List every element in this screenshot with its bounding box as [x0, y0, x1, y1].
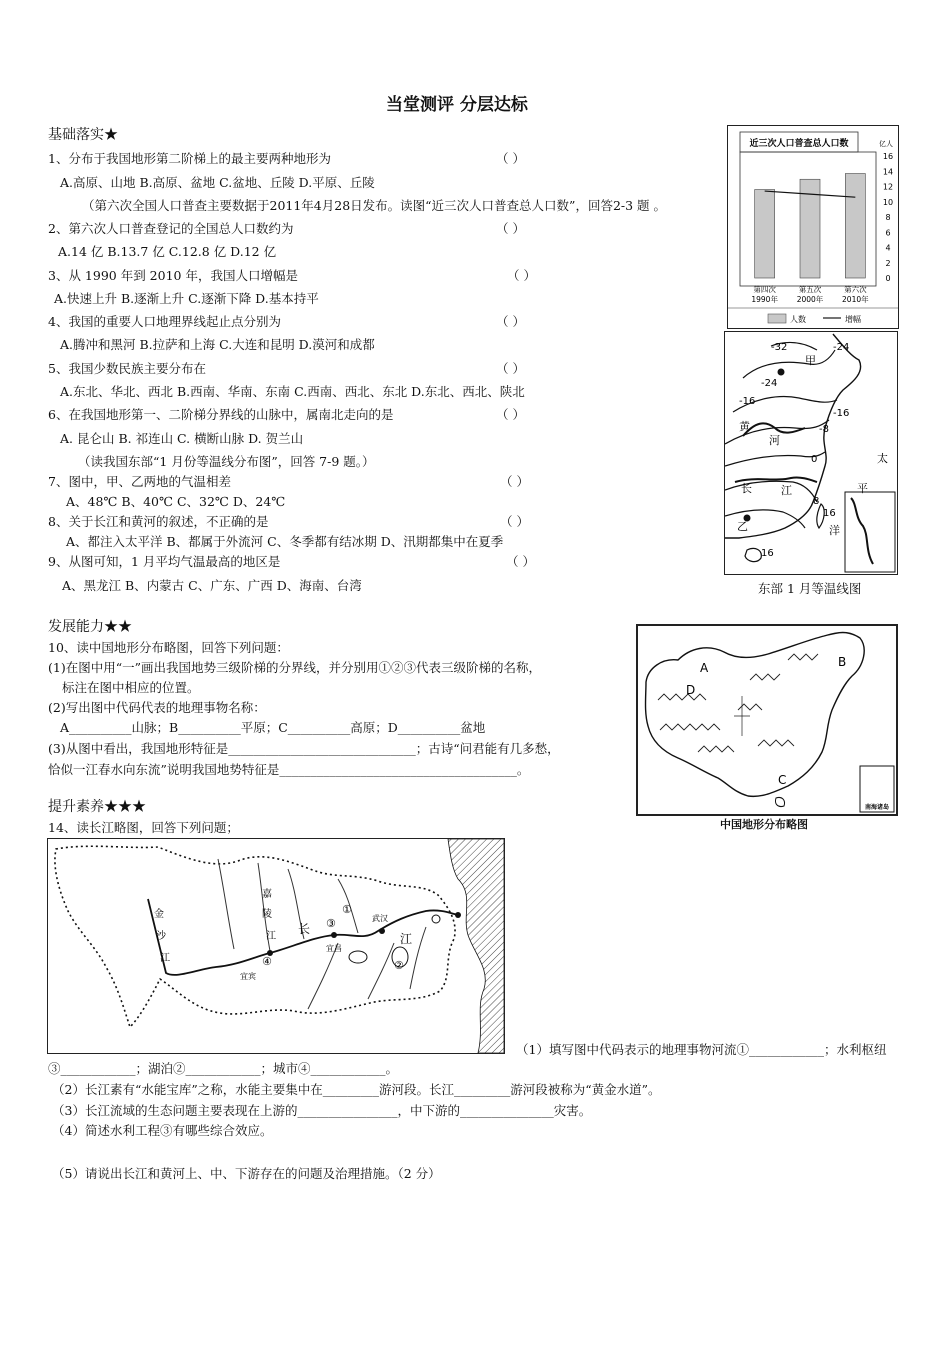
mountain-range — [658, 694, 706, 700]
y-tick-label: 16 — [882, 152, 894, 161]
point-jia — [778, 369, 785, 376]
label-code-3: ③ — [326, 917, 336, 930]
question-14: 14、读长江略图，回答下列问题； — [48, 820, 239, 835]
terrain-map — [636, 624, 898, 816]
isotherm-map-caption: 东部 1 月等温线图 — [758, 581, 862, 596]
question-7: 7、图中，甲、乙两地的气温相差 — [48, 474, 231, 489]
hainan-island — [775, 797, 784, 806]
options-3: A.快速上升 B.逐渐上升 C.逐渐下降 D.基本持平 — [54, 291, 319, 306]
question-9: 9、从图可知，1 月平均气温最高的地区是 — [48, 554, 281, 569]
q10-part2: (2)写出图中代码代表的地理事物名称： — [48, 700, 266, 715]
y-tick-label: 10 — [882, 197, 894, 207]
bar — [845, 174, 865, 278]
label-yi: 乙 — [737, 520, 748, 533]
mountain-range — [734, 696, 750, 736]
tributary — [368, 943, 394, 999]
q10-part1: (1)在图中用“一”画出我国地势三级阶梯的分界线，并分别用①②③代表三级阶梯的名称， — [48, 660, 541, 675]
question-2: 2、第六次人口普查登记的全国总人口数约为 — [48, 221, 294, 236]
answer-paren-9: （ ） — [506, 554, 535, 569]
city-wuhan — [379, 928, 385, 934]
options-1: A.高原、山地 B.高原、盆地 C.盆地、丘陵 D.平原、丘陵 — [60, 175, 375, 190]
section-basic: 基础落实★ — [48, 127, 118, 143]
options-5: A.东北、华北、西北 B.西南、华南、东南 C.西南、西北、东北 D.东北、西北、陕北 — [60, 384, 525, 399]
x-tick-label: 第五次 — [798, 285, 822, 294]
y-tick-label: 8 — [885, 213, 891, 222]
answer-paren-2: （ ） — [496, 221, 525, 236]
options-6: A. 昆仑山 B. 祁连山 C. 横断山脉 D. 贺兰山 — [60, 431, 304, 446]
isotherm-label: -24 — [761, 378, 778, 389]
lake-taihu — [432, 915, 440, 923]
question-4: 4、我国的重要人口地理界线起止点分别为 — [48, 314, 281, 329]
isotherm-label: -16 — [739, 396, 756, 407]
label-huang: 黄 — [739, 420, 750, 433]
q14-part5: （5）请说出长江和黄河上、中、下游存在的问题及治理措施。（2 分） — [52, 1166, 441, 1181]
label-c: C — [778, 773, 787, 787]
population-chart — [727, 125, 899, 329]
tributary — [410, 927, 426, 989]
label-ling: 陵 — [262, 909, 272, 920]
population-chart-svg — [728, 126, 898, 328]
label-a: A — [700, 661, 709, 675]
label-wuhan: 武汉 — [372, 914, 388, 923]
q10-part1-cont: 标注在图中相应的位置。 — [62, 680, 200, 695]
isotherm-label: 8 — [813, 496, 820, 507]
section-ability: 发展能力★★ — [48, 619, 132, 635]
city-shanghai — [455, 912, 461, 918]
question-3: 3、从 1990 年到 2010 年，我国人口增幅是 — [48, 268, 298, 283]
yangtze-map-svg — [48, 839, 504, 1053]
label-yichang: 宜昌 — [326, 944, 342, 953]
q14-part3: （3）长江流域的生态问题主要表现在上游的________________，中下游的_______________灾害。 — [52, 1103, 592, 1118]
isotherm-map — [724, 331, 898, 575]
y-tick-label: 4 — [885, 243, 891, 253]
answer-paren-3: （ ） — [507, 268, 536, 283]
q14-part4: （4）简述水利工程③有哪些综合效应。 — [52, 1123, 273, 1138]
isotherm-label: -16 — [833, 408, 850, 419]
label-jiang-3: 江 — [400, 932, 413, 946]
east-sea — [448, 839, 504, 1053]
options-9: A、黑龙江 B、内蒙古 C、广东、广西 D、海南、台湾 — [62, 578, 362, 593]
question-5: 5、我国少数民族主要分布在 — [48, 361, 206, 376]
terrain-map-svg — [638, 626, 896, 814]
chart-unit: 亿人 — [879, 140, 893, 148]
isotherm-line — [725, 481, 817, 502]
label-code-4: ④ — [262, 955, 272, 968]
q14-part1-cont: ③____________；湖泊②____________；城市④____________。 — [48, 1061, 399, 1076]
label-he: 河 — [769, 434, 780, 447]
bar — [755, 190, 775, 278]
q14-part2: （2）长江素有“水能宝库”之称，水能主要集中在_________游河段。长江_________游河段被称为“黄金水道”。 — [52, 1082, 661, 1097]
q10-part2-blanks: A__________山脉；B__________平原；C__________高原；D__________盆地 — [60, 720, 486, 735]
isotherm-label: -32 — [771, 342, 788, 353]
question-8: 8、关于长江和黄河的叙述，不正确的是 — [48, 514, 269, 529]
question-10: 10、读中国地形分布略图，回答下列问题： — [48, 640, 289, 655]
answer-paren-6: （ ） — [496, 407, 525, 422]
answer-paren-8: （ ） — [500, 514, 529, 529]
label-chang: 长 — [741, 482, 752, 495]
legend-growth: 增幅 — [845, 315, 861, 324]
options-2: A.14 亿 B.13.7 亿 C.12.8 亿 D.12 亿 — [58, 244, 277, 259]
mountain-range — [698, 746, 734, 752]
label-ping: 平 — [857, 482, 868, 495]
label-jin: 金 — [154, 909, 164, 920]
lake-dongting — [349, 951, 367, 963]
note-q7-9: （读我国东部“1 月份等温线分布图”，回答 7-9 题。） — [78, 454, 375, 469]
mountain-range — [758, 740, 794, 746]
q14-part1: （1）填写图中代码表示的地理事物河流①____________；水利枢纽 — [516, 1042, 887, 1057]
legend-swatch-people — [768, 314, 786, 323]
mountain-range — [660, 724, 720, 730]
answer-paren-5: （ ） — [496, 361, 525, 376]
isotherm-line — [743, 350, 835, 378]
question-6: 6、在我国地形第一、二阶梯分界线的山脉中，属南北走向的是 — [48, 407, 394, 422]
y-tick-label: 6 — [885, 228, 891, 238]
options-7: A、48℃ B、40℃ C、32℃ D、24℃ — [66, 494, 286, 509]
label-b: B — [838, 655, 847, 669]
label-yibin: 宜宾 — [240, 972, 256, 981]
x-tick-label: 2010年 — [842, 295, 869, 304]
label-chang: 长 — [298, 922, 311, 936]
x-tick-label: 1990年 — [751, 295, 778, 304]
label-d: D — [686, 683, 696, 697]
label-jia: 甲 — [805, 354, 816, 367]
y-tick-label: 12 — [882, 182, 894, 192]
isotherm-label: -24 — [833, 342, 850, 353]
isotherm-label: 16 — [761, 548, 774, 559]
inset-box — [845, 492, 895, 572]
mountain-range — [750, 674, 780, 680]
isotherm-label: 0 — [811, 454, 818, 465]
isotherm-label: 16 — [823, 508, 836, 519]
y-tick-label: 2 — [885, 258, 891, 268]
isotherm-map-svg — [725, 332, 897, 574]
label-code-2: ② — [394, 959, 404, 972]
terrain-map-caption: 中国地形分布略图 — [720, 818, 808, 831]
label-jiang-2: 江 — [266, 931, 276, 942]
y-tick-label: 14 — [882, 167, 894, 177]
label-jiang: 江 — [781, 484, 792, 497]
isotherm-label: -8 — [819, 424, 829, 435]
mountain-range — [738, 704, 762, 710]
label-sha: 沙 — [156, 931, 166, 942]
label-jia: 嘉 — [262, 889, 272, 900]
options-8: A、都注入太平洋 B、都属于外流河 C、冬季都有结冰期 D、汛期都集中在夏季 — [66, 534, 504, 549]
y-tick-label: 0 — [885, 274, 891, 283]
question-1: 1、分布于我国地形第二阶梯上的最主要两种地形为 — [48, 151, 331, 166]
china-outline — [646, 633, 865, 797]
x-tick-label: 2000年 — [796, 295, 824, 304]
page-title: 当堂测评 分层达标 — [386, 95, 528, 115]
label-code-1: ① — [342, 903, 352, 916]
q10-part3-cont: 恰似一江春水向东流”说明我国地势特征是______________________________________。 — [48, 762, 530, 777]
note-q2-3: （第六次全国人口普查主要数据于2011年4月28日发布。读图“近三次人口普查总人口数”，回答2-3 题 。 — [82, 198, 667, 213]
answer-paren-1: （ ） — [496, 151, 525, 166]
legend-people: 人数 — [790, 315, 806, 324]
answer-paren-7: （ ） — [500, 474, 529, 489]
x-tick-label: 第六次 — [844, 285, 867, 294]
tributary — [218, 859, 234, 949]
hainan-island — [745, 548, 761, 561]
basin-boundary — [55, 846, 455, 1027]
options-4: A.腾冲和黑河 B.拉萨和上海 C.大连和昆明 D.漠河和成都 — [60, 337, 375, 352]
chart-title: 近三次人口普查总人口数 — [749, 139, 849, 149]
section-literacy: 提升素养★★★ — [48, 799, 146, 815]
yangtze-map — [47, 838, 505, 1054]
label-yang: 洋 — [829, 524, 840, 537]
mountain-range — [788, 654, 818, 660]
x-tick-label: 第四次 — [753, 285, 776, 294]
q10-part3: (3)从图中看出，我国地形特征是______________________________；古诗“问君能有几多愁， — [48, 741, 560, 756]
label-tai: 太 — [877, 452, 888, 465]
coastline — [725, 334, 861, 538]
label-jiang-1: 江 — [160, 953, 170, 964]
answer-paren-4: （ ） — [496, 314, 525, 329]
isotherm-line — [725, 452, 825, 466]
inset-label: 南海诸岛 — [864, 804, 890, 811]
city-dam — [331, 932, 337, 938]
